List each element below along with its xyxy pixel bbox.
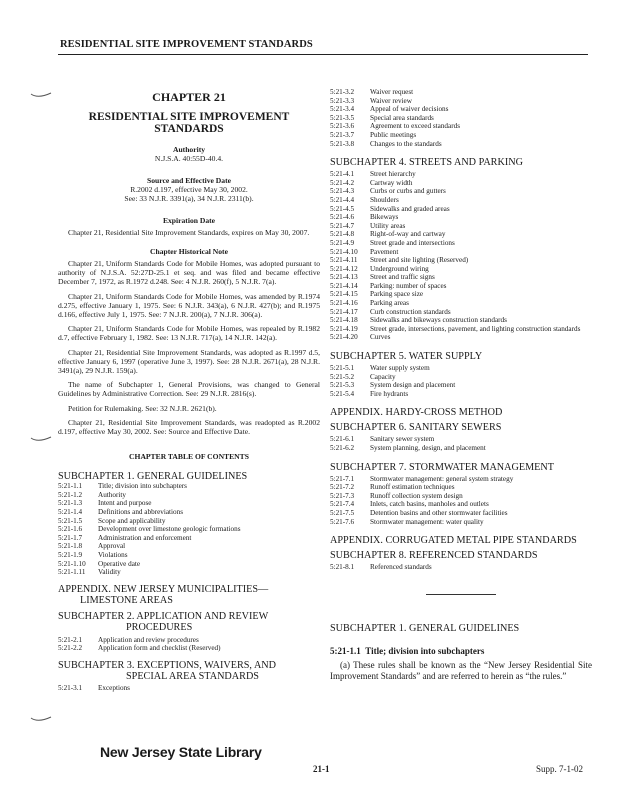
library-stamp: New Jersey State Library — [100, 744, 262, 760]
toc-entry: 5:21-4.12 Underground wiring — [330, 264, 429, 273]
expiration-text: Chapter 21, Residential Site Improvement Standards, expires on May 30, 2007. — [68, 227, 310, 237]
subchapter-8-title: SUBCHAPTER 8. REFERENCED STANDARDS — [330, 550, 538, 562]
chapter-title: CHAPTER 21 — [152, 90, 226, 104]
history-paragraph: Chapter 21, Uniform Standards Code for Mobile Homes, was amended by R.1974 d.275, effective January 1, 1975. See: 6 N.J.R. 343(a), 6 N.J.R. 427(b); and R.1975 d.166, effective July 1, 1975. See: 7 N.J.R. 200(a), 7 N.J.R. 306(a). — [58, 291, 320, 319]
right-column — [330, 88, 592, 683]
toc-entry: 5:21-1.3 Intent and purpose — [58, 499, 152, 508]
toc-entry: 5:21-4.17 Curb construction standards — [330, 307, 451, 316]
toc-entry: 5:21-4.7 Utility areas — [330, 221, 406, 230]
history-paragraph: Chapter 21, Residential Site Improvement Standards, was readopted as R.2002 d.197, effective May 30, 2002. See: Source and Effective Date. — [58, 417, 320, 437]
toc-entry: 5:21-4.14 Parking: number of spaces — [330, 281, 447, 290]
section-divider — [426, 594, 496, 595]
toc-entry: 5:21-3.6 Agreement to exceed standards — [330, 122, 461, 131]
source-line: See: 33 N.J.R. 3391(a), 34 N.J.R. 2311(b). — [124, 194, 254, 204]
toc-list-sub5 — [330, 364, 592, 398]
toc-entry: 5:21-4.5 Sidewalks and graded areas — [330, 204, 450, 213]
toc-entry: 5:21-8.1 Referenced standards — [330, 563, 432, 572]
toc-entry: 5:21-6.2 System planning, design, and placement — [330, 444, 486, 452]
toc-entry: 5:21-4.11 Street and site lighting (Reserved) — [330, 256, 469, 265]
toc-entry: 5:21-1.4 Definitions and abbreviations — [58, 508, 184, 517]
toc-entry: 5:21-1.8 Approval — [58, 542, 126, 551]
toc-entry: 5:21-5.3 System design and placement — [330, 381, 456, 390]
toc-entry: 5:21-5.1 Water supply system — [330, 364, 430, 373]
toc-entry: 5:21-3.4 Appeal of waiver decisions — [330, 105, 449, 114]
authority-heading: Authority — [172, 145, 206, 154]
toc-entry: 5:21-4.9 Street grade and intersections — [330, 238, 455, 247]
toc-entry: 5:21-1.11 Validity — [58, 568, 121, 577]
toc-entry: 5:21-1.1 Title; division into subchapters — [58, 482, 187, 491]
toc-entry: 5:21-4.18 Sidewalks and bikeways construction standards — [330, 316, 507, 325]
toc-entry: 5:21-7.6 Stormwater management: water quality — [330, 517, 484, 526]
section-body-paragraph: (a) These rules shall be known as the “New Jersey Residential Site Improvement Standards” and are referred to herein as “the rules.” — [330, 659, 592, 682]
left-column — [58, 88, 320, 693]
section-title-text: Title; division into subchapters — [365, 645, 485, 656]
toc-list-sub2 — [58, 636, 320, 653]
chapter-subtitle: RESIDENTIAL SITE IMPROVEMENT STANDARDS — [88, 111, 290, 135]
subchapter-4-title: SUBCHAPTER 4. STREETS AND PARKING — [330, 157, 523, 169]
toc-list-sub4 — [330, 170, 592, 342]
body-subchapter-heading: SUBCHAPTER 1. GENERAL GUIDELINES — [330, 622, 520, 634]
header-rule — [58, 54, 588, 55]
toc-heading: CHAPTER TABLE OF CONTENTS — [129, 452, 249, 462]
source-line: R.2002 d.197, effective May 30, 2002. — [130, 184, 248, 194]
toc-entry: 5:21-1.9 Violations — [58, 550, 128, 559]
source-heading: Source and Effective Date — [146, 175, 231, 185]
history-paragraph: Chapter 21, Uniform Standards Code for Mobile Homes, was adopted pursuant to authority of N.J.S.A. 52:27D-25.1 et seq. and was filed and became effective December 7, 1972, as R.1972 d.248. See: 4 N.J.R. 260(f), 5 N.J.R. 7(a). — [58, 258, 320, 287]
toc-entry: 5:21-1.7 Administration and enforcement — [58, 533, 192, 542]
toc-list-sub8 — [330, 563, 592, 572]
toc-entry: 5:21-6.1 Sanitary sewer system — [330, 435, 435, 444]
toc-entry: 5:21-7.5 Detention basins and other stormwater facilities — [330, 508, 508, 517]
history-paragraph: Chapter 21, Uniform Standards Code for Mobile Homes, was repealed by R.1982 d.7, effective February 1, 1982. See: 13 N.J.R. 717(a), 14 N.J.R. 142(a). — [58, 324, 320, 343]
toc-entry: 5:21-4.6 Bikeways — [330, 213, 399, 222]
toc-entry: 5:21-3.1 Exceptions — [58, 683, 130, 692]
toc-entry: 5:21-3.7 Public meetings — [330, 130, 417, 139]
toc-entry: 5:21-5.4 Fire hydrants — [330, 389, 409, 398]
toc-entry: 5:21-4.1 Street hierarchy — [330, 170, 416, 179]
history-heading: Chapter Historical Note — [150, 246, 228, 256]
toc-entry: 5:21-1.2 Authority — [58, 490, 126, 499]
toc-list-sub7 — [330, 475, 592, 527]
margin-mark — [30, 716, 52, 724]
toc-entry: 5:21-1.5 Scope and applicability — [58, 516, 166, 525]
toc-entry: 5:21-1.6 Development over limestone geologic formations — [58, 525, 241, 534]
page-number: 21-1 — [313, 764, 330, 774]
toc-entry: 5:21-2.2 Application form and checklist (Reserved) — [58, 644, 221, 653]
toc-entry: 5:21-4.4 Shoulders — [330, 195, 399, 204]
toc-entry: 5:21-4.3 Curbs or curbs and gutters — [330, 187, 446, 196]
toc-entry: 5:21-4.13 Street and traffic signs — [330, 273, 435, 282]
toc-entry: 5:21-1.10 Operative date — [58, 559, 141, 568]
toc-entry: 5:21-7.4 Inlets, catch basins, manholes and outlets — [330, 500, 489, 509]
subchapter-3-title: SUBCHAPTER 3. EXCEPTIONS, WAIVERS, AND SPECIAL AREA STANDARDS — [58, 659, 277, 682]
margin-mark — [30, 92, 52, 100]
expiration-heading: Expiration Date — [162, 215, 216, 225]
toc-entry: 5:21-7.1 Stormwater management: general system strategy — [330, 474, 514, 483]
toc-list-sub3 — [58, 684, 320, 693]
subchapter-2-title: SUBCHAPTER 2. APPLICATION AND REVIEW PROCEDURES — [58, 610, 269, 633]
toc-entry: 5:21-7.3 Runoff collection system design — [330, 491, 463, 500]
toc-list-sub1 — [58, 482, 320, 577]
toc-entry: 5:21-2.1 Application and review procedures — [58, 635, 199, 644]
toc-entry: 5:21-4.15 Parking space size — [330, 290, 424, 299]
toc-entry: 5:21-4.19 Street grade, intersections, pavement, and lighting construction standards — [330, 324, 581, 333]
toc-entry: 5:21-4.20 Curves — [330, 333, 391, 342]
history-paragraph: Chapter 21, Residential Site Improvement Standards, was adopted as R.1997 d.5, effective January 6, 1997 (operative June 3, 1997). See: 28 N.J.R. 2671(a), 28 N.J.R. 3491(a), 29 N.J.R. 159(a). — [58, 347, 320, 376]
supplement-date: Supp. 7-1-02 — [536, 764, 583, 774]
history-paragraph: The name of Subchapter 1, General Provisions, was changed to General Guidelines by Administrative Correction. See: 29 N.J.R. 2816(s). — [58, 380, 320, 399]
toc-entry: 5:21-4.8 Right-of-way and cartway — [330, 230, 446, 239]
history-paragraph: Petition for Rulemaking. See: 32 N.J.R. 2621(b). — [68, 403, 217, 413]
toc-entry: 5:21-3.3 Waiver review — [330, 96, 412, 105]
toc-list-sub3-cont — [330, 88, 592, 148]
toc-entry: 5:21-4.10 Pavement — [330, 247, 399, 256]
toc-entry: 5:21-3.2 Waiver request — [330, 88, 414, 96]
subchapter-7-title: SUBCHAPTER 7. STORMWATER MANAGEMENT — [330, 461, 554, 473]
margin-mark — [30, 436, 52, 444]
toc-entry: 5:21-4.16 Parking areas — [330, 299, 409, 308]
subchapter-1-title: SUBCHAPTER 1. GENERAL GUIDELINES — [58, 471, 248, 483]
section-number: 5:21-1.1 — [330, 645, 361, 656]
toc-entry: 5:21-3.8 Changes to the standards — [330, 139, 442, 148]
section-title — [330, 646, 592, 656]
appendix-corrugated-pipe: APPENDIX. CORRUGATED METAL PIPE STANDARDS — [330, 535, 577, 547]
subchapter-5-title: SUBCHAPTER 5. WATER SUPPLY — [330, 351, 483, 363]
authority-text: N.J.S.A. 40:55D-40.4. — [154, 154, 224, 163]
appendix-hardy-cross: APPENDIX. HARDY-CROSS METHOD — [330, 407, 503, 419]
toc-entry: 5:21-4.2 Cartway width — [330, 178, 413, 187]
toc-entry: 5:21-3.5 Special area standards — [330, 113, 434, 122]
appendix-nj-municipalities: APPENDIX. NEW JERSEY MUNICIPALITIES— LIMESTONE AREAS — [58, 583, 269, 606]
toc-entry: 5:21-5.2 Capacity — [330, 372, 396, 381]
toc-entry: 5:21-7.2 Runoff estimation techniques — [330, 483, 455, 492]
subchapter-6-title: SUBCHAPTER 6. SANITARY SEWERS — [330, 422, 502, 434]
toc-list-sub6 — [330, 435, 592, 452]
running-head: RESIDENTIAL SITE IMPROVEMENT STANDARDS — [60, 39, 313, 50]
